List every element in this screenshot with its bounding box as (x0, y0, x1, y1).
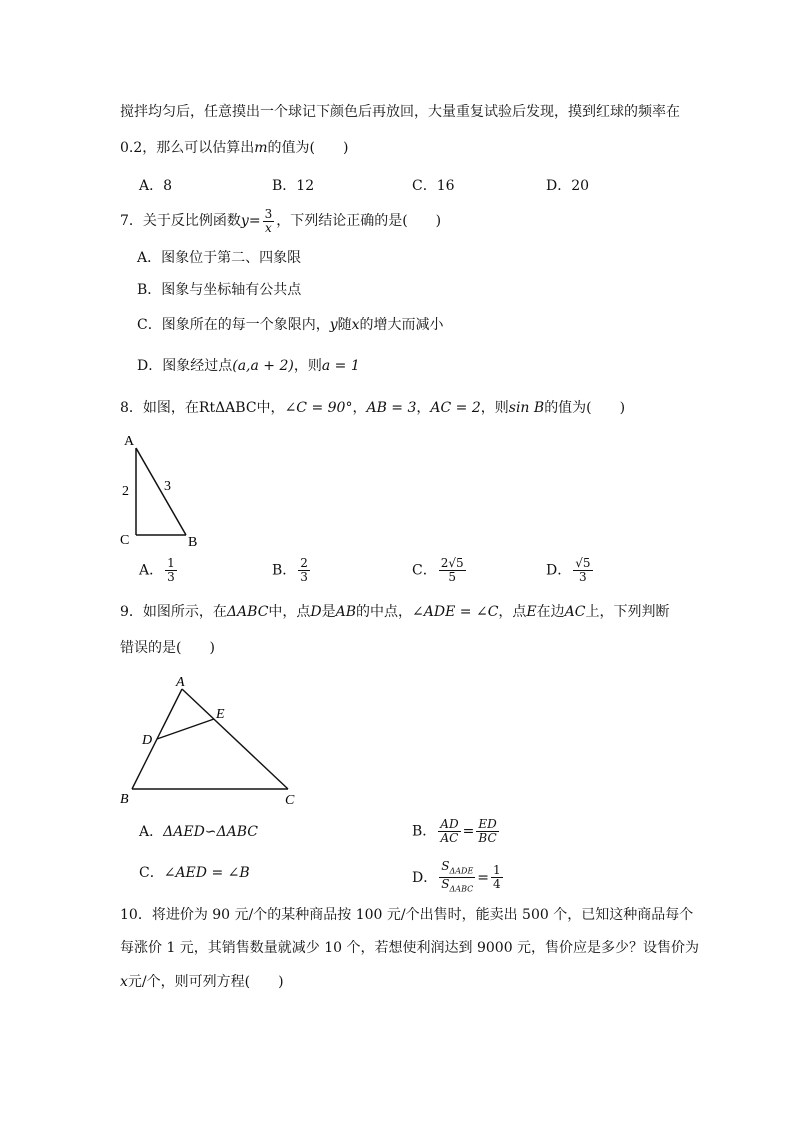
q6-option-c: C．16 (412, 178, 455, 194)
q8-label-a: A (124, 434, 135, 449)
q6-line2: 0.2，那么可以估算出m的值为( ) (120, 140, 349, 156)
q7-fraction: $\frac{3}{x}$ (264, 206, 273, 235)
q8-label-c: C (120, 533, 130, 548)
q7-option-b: B．图象与坐标轴有公共点 (137, 282, 302, 298)
q7-option-d: D．图象经过点(a,a + 2)，则a = 1 (137, 358, 360, 374)
q9-option-c: C．∠AED = ∠B (139, 865, 250, 881)
q6-option-b: B．12 (272, 178, 315, 194)
q8-option-c: C． $\frac{2√5}{5}$ (412, 556, 464, 584)
q9-option-b: B． $\frac{AD}{AC}$ = $\frac{ED}{BC}$ (412, 817, 497, 845)
q6-line1: 搅拌均匀后，任意摸出一个球记下颜色后再放回，大量重复试验后发现，摸到红球的频率在 (120, 104, 680, 120)
q9-option-d: D． $\frac{S_{\Delta ADE}}{S_{\Delta ABC}}$ = $\frac{1}{4}$ (412, 859, 501, 894)
q9-line2: 错误的是( ) (120, 640, 215, 656)
q9-triangle-figure (110, 668, 310, 810)
q9-label-d: D (142, 733, 153, 748)
q8-side-ac-length: 2 (122, 484, 129, 499)
q9-label-c: C (285, 793, 295, 808)
q8-option-d: D． $\frac{√5}{3}$ (546, 556, 591, 584)
q9-option-a: A．ΔAED∽ΔABC (139, 824, 259, 840)
q10-line1: 10．将进价为 90 元/个的某种商品按 100 元/个出售时，能卖出 500 个，已知这种商品每个 (120, 907, 694, 923)
q6-option-a: A．8 (139, 178, 173, 194)
q7-stem: 7．关于反比例函数y= $\frac{3}{x}$ ，下列结论正确的是( ) (120, 206, 442, 235)
q8-option-b: B． $\frac{2}{3}$ (272, 556, 308, 584)
q8-option-a: A． $\frac{1}{3}$ (139, 556, 175, 584)
q8-side-ab-length: 3 (164, 479, 171, 494)
q9-label-e: E (216, 707, 225, 722)
q9-label-b: B (120, 792, 129, 807)
q7-option-a: A．图象位于第二、四象限 (137, 250, 302, 266)
q8-stem: 8．如图，在RtΔABC中，∠C = 90°，AB = 3，AC = 2，则sin B的值为( ) (120, 400, 626, 416)
q7-option-c: C．图象所在的每一个象限内，y随x的增大而减小 (137, 317, 444, 333)
q8-label-b: B (188, 535, 198, 550)
q10-line2: 每涨价 1 元，其销售数量就减少 10 个，若想使利润达到 9000 元，售价应是多少？设售价为 (120, 940, 700, 956)
q6-option-d: D．20 (546, 178, 590, 194)
q8-right-triangle-figure (110, 428, 210, 552)
q9-line1: 9．如图所示，在ΔABC中，点D是AB的中点，∠ADE = ∠C，点E在边AC上，下列判断 (120, 604, 670, 620)
q9-label-a: A (176, 675, 185, 690)
q10-line3: x元/个，则可列方程( ) (120, 974, 284, 990)
